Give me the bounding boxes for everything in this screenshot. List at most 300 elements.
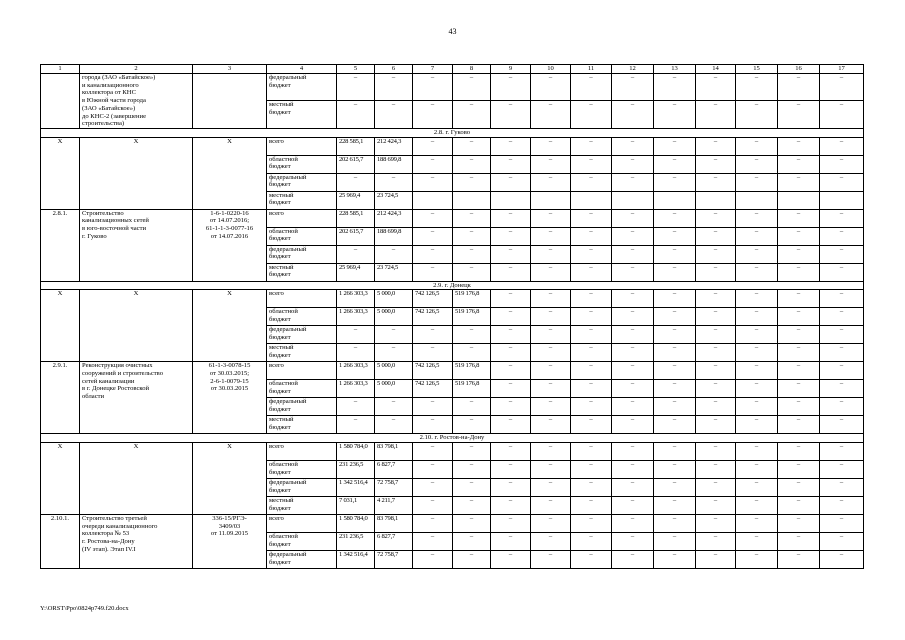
value-cell: 519 176,8 [453, 380, 491, 398]
value-cell: – [778, 209, 820, 227]
value-cell: – [337, 344, 375, 362]
funding-source-label: федеральный бюджет [267, 173, 337, 191]
value-cell: – [820, 326, 864, 344]
value-cell: – [696, 479, 736, 497]
value-cell: – [413, 137, 453, 155]
value-cell: – [531, 155, 571, 173]
funding-source-label: всего [267, 137, 337, 155]
value-cell: – [571, 326, 612, 344]
value-cell: – [491, 416, 531, 434]
value-cell: – [491, 227, 531, 245]
funding-source-label: федеральный бюджет [267, 245, 337, 263]
value-cell: – [696, 497, 736, 515]
funding-source-label: всего [267, 290, 337, 308]
funding-source-label: федеральный бюджет [267, 326, 337, 344]
value-cell: – [612, 101, 654, 128]
value-cell: – [654, 290, 696, 308]
value-cell: – [778, 227, 820, 245]
value-cell: – [654, 344, 696, 362]
value-cell: 519 176,8 [453, 290, 491, 308]
value-cell: – [531, 533, 571, 551]
value-cell: – [453, 551, 491, 569]
value-cell: – [778, 137, 820, 155]
value-cell: – [736, 290, 778, 308]
value-cell: – [736, 227, 778, 245]
column-number: 2 [80, 65, 193, 74]
section-title: 2.8. г. Гуково [41, 128, 864, 137]
funding-source-label: областной бюджет [267, 380, 337, 398]
column-number: 3 [193, 65, 267, 74]
column-number: 15 [736, 65, 778, 74]
value-cell: – [531, 443, 571, 461]
value-cell [531, 191, 571, 209]
item-number: 2.8.1. [41, 209, 80, 281]
value-cell: – [531, 344, 571, 362]
item-name: Реконструкция очистных сооружений и строительство сетей канализации в г. Донецке Ростовской области [80, 362, 193, 434]
value-cell: – [571, 209, 612, 227]
value-cell: – [413, 344, 453, 362]
value-cell: – [736, 209, 778, 227]
value-cell: – [778, 173, 820, 191]
project-doc: X [193, 443, 267, 515]
value-cell: – [778, 290, 820, 308]
value-cell: – [820, 461, 864, 479]
value-cell: 228 585,1 [337, 209, 375, 227]
column-number: 14 [696, 65, 736, 74]
value-cell: 23 724,5 [375, 263, 413, 281]
value-cell: – [736, 398, 778, 416]
value-cell: – [612, 137, 654, 155]
value-cell: – [337, 173, 375, 191]
value-cell: – [654, 101, 696, 128]
value-cell: – [820, 479, 864, 497]
value-cell: – [413, 398, 453, 416]
value-cell: – [696, 533, 736, 551]
value-cell: – [820, 533, 864, 551]
value-cell: – [491, 398, 531, 416]
value-cell: – [571, 173, 612, 191]
column-number-row [41, 65, 864, 74]
value-cell: 4 211,7 [375, 497, 413, 515]
value-cell: 5 000,0 [375, 290, 413, 308]
value-cell: – [413, 245, 453, 263]
value-cell: – [778, 533, 820, 551]
value-cell: 228 585,1 [337, 137, 375, 155]
item-number: 2.9.1. [41, 362, 80, 434]
column-number: 12 [612, 65, 654, 74]
value-cell: – [453, 497, 491, 515]
value-cell: 1 580 784,0 [337, 443, 375, 461]
value-cell: – [491, 533, 531, 551]
funding-source-label: областной бюджет [267, 461, 337, 479]
value-cell: – [778, 344, 820, 362]
value-cell: – [531, 74, 571, 101]
value-cell: – [453, 344, 491, 362]
value-cell: – [491, 362, 531, 380]
value-cell: 25 969,4 [337, 263, 375, 281]
value-cell: 5 000,0 [375, 362, 413, 380]
value-cell: – [654, 515, 696, 533]
value-cell: – [736, 416, 778, 434]
funding-source-label: местный бюджет [267, 191, 337, 209]
value-cell: – [654, 155, 696, 173]
value-cell: – [375, 74, 413, 101]
funding-source-label: всего [267, 515, 337, 533]
column-number: 8 [453, 65, 491, 74]
value-cell: – [571, 497, 612, 515]
value-cell: – [337, 245, 375, 263]
value-cell: – [696, 416, 736, 434]
value-cell: 742 126,5 [413, 290, 453, 308]
table-row [41, 443, 864, 461]
value-cell: – [413, 551, 453, 569]
value-cell: – [491, 551, 531, 569]
value-cell: – [491, 173, 531, 191]
value-cell: – [612, 533, 654, 551]
value-cell: – [453, 173, 491, 191]
item-name: Строительство канализационных сетей в юго-восточной части г. Гуково [80, 209, 193, 281]
value-cell: – [696, 515, 736, 533]
value-cell: – [531, 326, 571, 344]
value-cell: – [571, 155, 612, 173]
value-cell: – [612, 398, 654, 416]
value-cell: – [531, 398, 571, 416]
value-cell: 1 342 516,4 [337, 551, 375, 569]
value-cell: – [531, 263, 571, 281]
value-cell: – [453, 416, 491, 434]
value-cell: 742 126,5 [413, 380, 453, 398]
item-name: X [80, 443, 193, 515]
value-cell: – [736, 344, 778, 362]
section-title-row [41, 434, 864, 443]
value-cell: – [778, 479, 820, 497]
item-name: X [80, 137, 193, 209]
value-cell: – [778, 263, 820, 281]
value-cell: – [571, 515, 612, 533]
value-cell: – [491, 515, 531, 533]
value-cell: – [453, 101, 491, 128]
value-cell: – [736, 461, 778, 479]
value-cell: – [778, 497, 820, 515]
value-cell: – [736, 479, 778, 497]
value-cell: – [696, 101, 736, 128]
value-cell: – [612, 209, 654, 227]
value-cell: – [820, 416, 864, 434]
project-doc: 1-6-1-0220-16 от 14.07.2016; 61-1-1-3-0077-16 от 14.07.2016 [193, 209, 267, 281]
value-cell: 1 266 303,3 [337, 362, 375, 380]
value-cell: – [571, 416, 612, 434]
value-cell: – [491, 263, 531, 281]
value-cell: – [736, 173, 778, 191]
funding-source-label: всего [267, 209, 337, 227]
value-cell: – [778, 443, 820, 461]
value-cell: – [491, 443, 531, 461]
column-number: 6 [375, 65, 413, 74]
value-cell: – [820, 173, 864, 191]
project-doc: X [193, 290, 267, 362]
value-cell: – [571, 263, 612, 281]
value-cell: 742 126,5 [413, 308, 453, 326]
value-cell: – [413, 443, 453, 461]
value-cell: – [696, 344, 736, 362]
value-cell: – [654, 398, 696, 416]
value-cell: – [413, 173, 453, 191]
item-number: X [41, 443, 80, 515]
value-cell: – [820, 209, 864, 227]
value-cell: – [654, 173, 696, 191]
value-cell: – [531, 497, 571, 515]
value-cell: 202 615,7 [337, 227, 375, 245]
value-cell: – [453, 479, 491, 497]
value-cell: – [612, 479, 654, 497]
value-cell [820, 191, 864, 209]
value-cell: 231 236,5 [337, 533, 375, 551]
value-cell: – [654, 479, 696, 497]
table-row [41, 515, 864, 533]
funding-source-label: всего [267, 443, 337, 461]
item-name: X [80, 290, 193, 362]
value-cell: – [413, 533, 453, 551]
section-title-row [41, 281, 864, 290]
value-cell: – [571, 380, 612, 398]
value-cell: – [491, 308, 531, 326]
value-cell: – [778, 551, 820, 569]
value-cell [696, 191, 736, 209]
value-cell [453, 191, 491, 209]
value-cell: 6 827,7 [375, 461, 413, 479]
funding-source-label: федеральный бюджет [267, 74, 337, 101]
value-cell: – [736, 155, 778, 173]
value-cell: – [413, 101, 453, 128]
value-cell: – [337, 326, 375, 344]
value-cell: – [736, 515, 778, 533]
funding-source-label: областной бюджет [267, 155, 337, 173]
value-cell: 212 424,3 [375, 209, 413, 227]
value-cell: – [453, 326, 491, 344]
value-cell: – [612, 263, 654, 281]
value-cell: – [820, 308, 864, 326]
value-cell: – [820, 443, 864, 461]
value-cell [612, 191, 654, 209]
value-cell: 519 176,8 [453, 308, 491, 326]
value-cell: – [820, 515, 864, 533]
program-funding-table [40, 64, 864, 569]
value-cell: 1 266 303,3 [337, 308, 375, 326]
value-cell: – [531, 362, 571, 380]
value-cell: 188 699,8 [375, 227, 413, 245]
column-number: 11 [571, 65, 612, 74]
value-cell: – [571, 443, 612, 461]
value-cell: – [654, 209, 696, 227]
section-title: 2.10. г. Ростов-на-Дону [41, 434, 864, 443]
item-number [41, 74, 80, 129]
value-cell: – [453, 74, 491, 101]
value-cell: – [612, 497, 654, 515]
value-cell: – [654, 416, 696, 434]
value-cell: – [491, 326, 531, 344]
funding-source-label: местный бюджет [267, 101, 337, 128]
value-cell: – [820, 227, 864, 245]
value-cell: – [778, 461, 820, 479]
value-cell: – [696, 137, 736, 155]
value-cell: – [413, 227, 453, 245]
value-cell [654, 191, 696, 209]
value-cell: – [571, 533, 612, 551]
table-row [41, 362, 864, 380]
value-cell: – [337, 74, 375, 101]
value-cell: – [654, 551, 696, 569]
value-cell: – [778, 101, 820, 128]
value-cell: – [337, 398, 375, 416]
value-cell: – [531, 479, 571, 497]
value-cell: – [531, 209, 571, 227]
value-cell: – [531, 101, 571, 128]
value-cell: – [736, 443, 778, 461]
value-cell: 7 031,1 [337, 497, 375, 515]
value-cell: – [736, 137, 778, 155]
column-number: 13 [654, 65, 696, 74]
value-cell: – [612, 380, 654, 398]
value-cell: – [612, 515, 654, 533]
value-cell: – [820, 290, 864, 308]
value-cell: – [820, 263, 864, 281]
value-cell: – [571, 344, 612, 362]
value-cell: 212 424,3 [375, 137, 413, 155]
funding-source-label: областной бюджет [267, 533, 337, 551]
value-cell: 83 798,1 [375, 515, 413, 533]
value-cell: – [820, 101, 864, 128]
value-cell: – [696, 245, 736, 263]
value-cell: – [491, 209, 531, 227]
funding-source-label: федеральный бюджет [267, 551, 337, 569]
value-cell: – [654, 245, 696, 263]
value-cell: – [612, 416, 654, 434]
value-cell: 1 266 303,3 [337, 380, 375, 398]
value-cell: – [531, 416, 571, 434]
value-cell: – [778, 74, 820, 101]
value-cell: – [491, 479, 531, 497]
value-cell: 742 126,5 [413, 362, 453, 380]
value-cell: – [612, 155, 654, 173]
value-cell: – [571, 308, 612, 326]
value-cell [491, 191, 531, 209]
value-cell: – [453, 263, 491, 281]
value-cell: – [612, 227, 654, 245]
value-cell: – [654, 533, 696, 551]
value-cell: – [736, 362, 778, 380]
value-cell: – [453, 515, 491, 533]
value-cell: – [531, 308, 571, 326]
value-cell: – [612, 362, 654, 380]
value-cell: – [696, 155, 736, 173]
value-cell: – [696, 380, 736, 398]
value-cell: 72 758,7 [375, 479, 413, 497]
value-cell: – [820, 497, 864, 515]
value-cell: – [531, 461, 571, 479]
value-cell: – [778, 416, 820, 434]
project-doc: 336-15/РГЭ- 3409/03 от 11.09.2015 [193, 515, 267, 569]
value-cell: 1 266 303,3 [337, 290, 375, 308]
value-cell: – [820, 155, 864, 173]
value-cell: – [778, 155, 820, 173]
value-cell: – [491, 155, 531, 173]
item-name: города (ЗАО «Батайское») и канализационного коллектора от КНС в Южной части города (ЗАО «Батайское») до КНС-2 (завершение строительства) [80, 74, 193, 129]
funding-source-label: всего [267, 362, 337, 380]
value-cell: – [453, 155, 491, 173]
value-cell: – [571, 398, 612, 416]
value-cell: – [696, 362, 736, 380]
funding-source-label: федеральный бюджет [267, 479, 337, 497]
value-cell: 519 176,8 [453, 362, 491, 380]
value-cell: – [820, 74, 864, 101]
value-cell: – [413, 479, 453, 497]
value-cell: – [778, 515, 820, 533]
value-cell: – [736, 101, 778, 128]
funding-source-label: федеральный бюджет [267, 398, 337, 416]
funding-source-label: местный бюджет [267, 497, 337, 515]
value-cell: – [571, 290, 612, 308]
value-cell: – [531, 551, 571, 569]
value-cell: 231 236,5 [337, 461, 375, 479]
column-number: 1 [41, 65, 80, 74]
value-cell: – [571, 227, 612, 245]
table-row [41, 290, 864, 308]
value-cell: – [736, 380, 778, 398]
value-cell: – [531, 515, 571, 533]
value-cell: – [531, 245, 571, 263]
value-cell: – [696, 74, 736, 101]
value-cell: – [654, 326, 696, 344]
value-cell: – [413, 497, 453, 515]
value-cell: – [820, 362, 864, 380]
value-cell: – [696, 263, 736, 281]
value-cell: – [654, 380, 696, 398]
value-cell: – [571, 101, 612, 128]
value-cell: – [413, 263, 453, 281]
value-cell: – [736, 263, 778, 281]
value-cell: – [612, 551, 654, 569]
table-row [41, 137, 864, 155]
value-cell: – [820, 380, 864, 398]
value-cell: 202 615,7 [337, 155, 375, 173]
value-cell: – [696, 461, 736, 479]
item-name: Строительство третьей очереди канализационного коллектора № 53 г. Ростова-на-Дону (IV этап). Этап IV.I [80, 515, 193, 569]
value-cell: – [612, 443, 654, 461]
value-cell: – [696, 551, 736, 569]
value-cell: – [736, 533, 778, 551]
value-cell: – [736, 551, 778, 569]
value-cell [736, 191, 778, 209]
value-cell: – [571, 362, 612, 380]
table-row [41, 74, 864, 101]
project-doc: 61-1-3-0078-15 от 30.03.2015; 2-6-1-0079-15 от 30.03.2015 [193, 362, 267, 434]
table-row [41, 209, 864, 227]
value-cell: – [778, 308, 820, 326]
value-cell: – [571, 137, 612, 155]
value-cell: – [778, 398, 820, 416]
value-cell: – [696, 326, 736, 344]
value-cell: – [612, 173, 654, 191]
value-cell: – [491, 497, 531, 515]
value-cell: – [654, 461, 696, 479]
page-number: 43 [448, 27, 457, 36]
value-cell: – [696, 443, 736, 461]
value-cell: – [820, 398, 864, 416]
value-cell: – [375, 245, 413, 263]
value-cell: – [820, 551, 864, 569]
value-cell [413, 191, 453, 209]
funding-source-label: местный бюджет [267, 344, 337, 362]
